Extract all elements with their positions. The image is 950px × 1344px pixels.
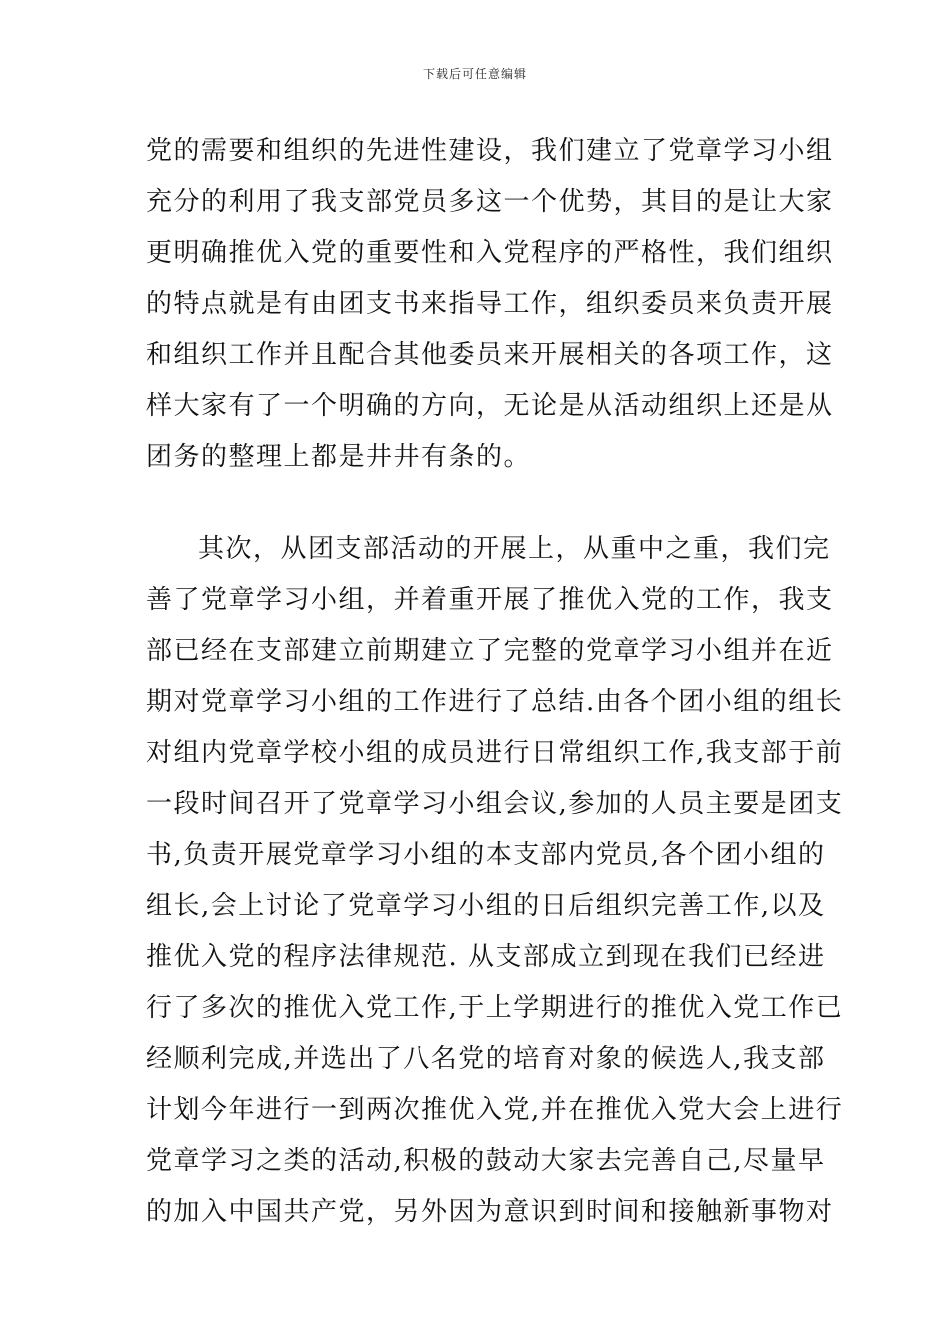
text-line: 样大家有了一个明确的方向，无论是从活动组织上还是从	[146, 391, 834, 421]
text-line: 的加入中国共产党，另外因为意识到时间和接触新事物对	[146, 1197, 834, 1227]
text-line: 部已经在支部建立前期建立了完整的党章学习小组并在近	[146, 636, 834, 666]
text-line: 党章学习之类的活动,积极的鼓动大家去完善自己,尽量早	[146, 1146, 826, 1176]
paragraph-1	[146, 126, 834, 483]
text-line: 对组内党章学校小组的成员进行日常组织工作,我支部于前	[146, 738, 844, 768]
text-line: 组长,会上讨论了党章学习小组的日后组织完善工作,以及	[146, 891, 826, 921]
text-line: 更明确推优入党的重要性和入党程序的严格性，我们组织	[146, 238, 834, 268]
text-line: 充分的利用了我支部党员多这一个优势，其目的是让大家	[146, 187, 834, 217]
text-line: 期对党章学习小组的工作进行了总结.由各个团小组的组长	[146, 687, 844, 717]
text-line: 其次，从团支部活动的开展上，从重中之重，我们完	[198, 534, 831, 564]
text-line: 一段时间召开了党章学习小组会议,参加的人员主要是团支	[146, 789, 844, 819]
paragraph-2	[146, 524, 844, 1238]
text-line: 党的需要和组织的先进性建设，我们建立了党章学习小组	[146, 136, 834, 166]
text-line: 行了多次的推优入党工作,于上学期进行的推优入党工作已	[146, 993, 844, 1023]
page-header: 下载后可任意编辑	[422, 67, 527, 81]
text-line: 和组织工作并且配合其他委员来开展相关的各项工作，这	[146, 340, 834, 370]
text-line: 计划今年进行一到两次推优入党,并在推优入党大会上进行	[146, 1095, 844, 1125]
text-line: 经顺利完成,并选出了八名党的培育对象的候选人,我支部	[146, 1044, 826, 1074]
text-line: 的特点就是有由团支书来指导工作，组织委员来负责开展	[146, 289, 834, 319]
text-line: 善了党章学习小组，并着重开展了推优入党的工作，我支	[146, 585, 834, 615]
text-line: 书,负责开展党章学习小组的本支部内党员,各个团小组的	[146, 840, 826, 870]
text-line: 团务的整理上都是井井有条的。	[146, 442, 532, 472]
text-line: 推优入党的程序法律规范. 从支部成立到现在我们已经进	[146, 942, 826, 972]
